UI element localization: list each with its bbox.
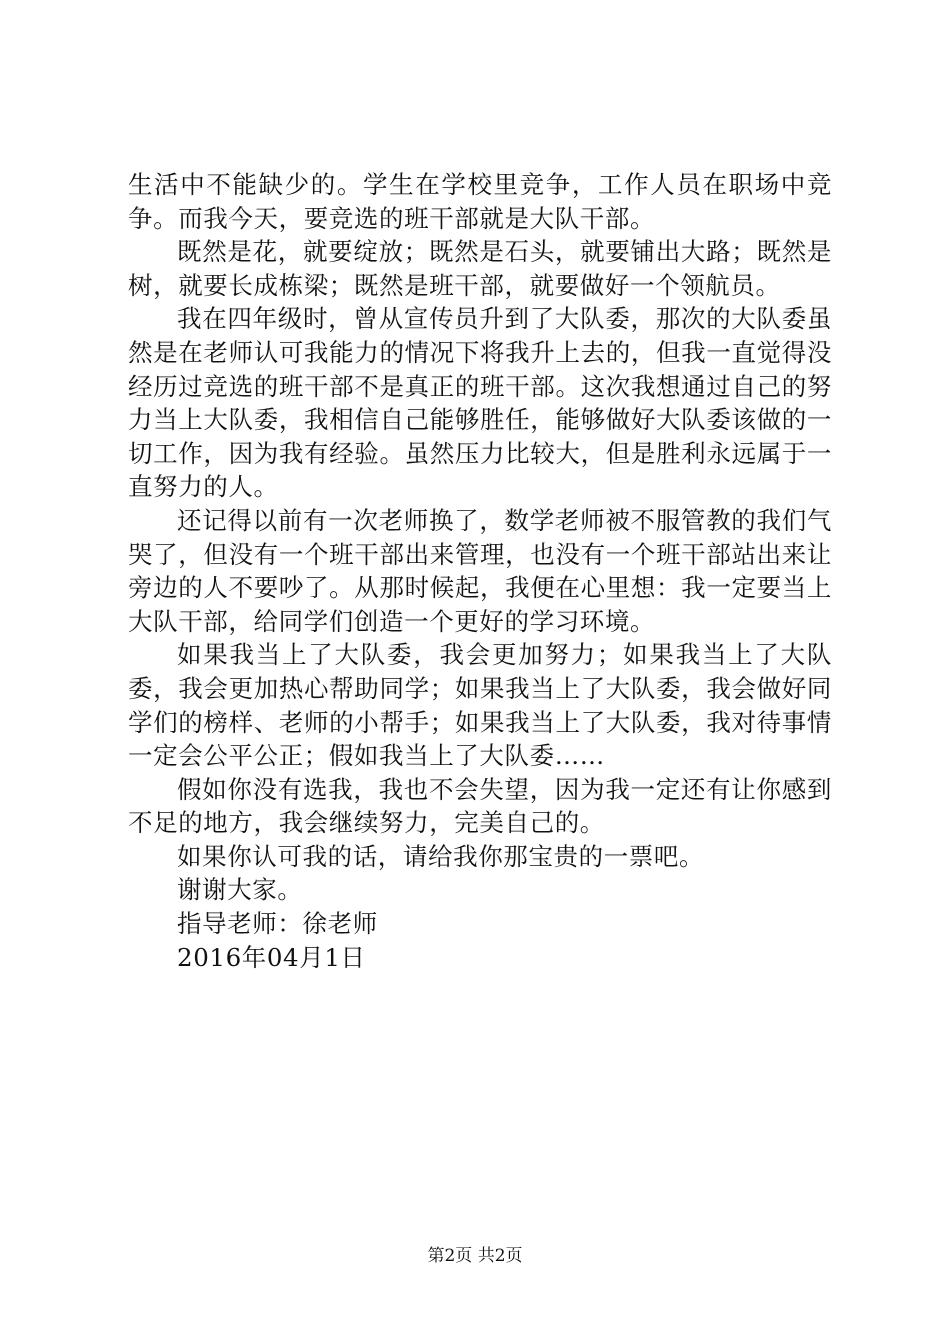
- paragraph-4: 还记得以前有一次老师换了，数学老师被不服管教的我们气哭了，但没有一个班干部出来管理，也没有一个班干部站出来让旁边的人不要吵了。从那时候起，我便在心里想：我一定要当上大队干部，给同学们创造一个更好的学习环境。: [128, 505, 832, 636]
- closing-request: 如果你认可我的话，请给我你那宝贵的一票吧。: [177, 841, 705, 871]
- thanks-line: 谢谢大家。: [177, 875, 303, 905]
- paragraph-1: 生活中不能缺少的。学生在学校里竞争，工作人员在职场中竞争。而我今天，要竞选的班干部就是大队干部。: [128, 170, 832, 233]
- date-line: 2016年04月1日: [177, 942, 366, 972]
- page-footer: [0, 1245, 950, 1267]
- paragraph-5: 如果我当上了大队委，我会更加努力；如果我当上了大队委，我会更加热心帮助同学；如果我当上了大队委，我会做好同学们的榜样、老师的小帮手；如果我当上了大队委，我对待事情一定会公平公正；假如我当上了大队委……: [128, 640, 832, 771]
- page-number: 第2页 共2页: [427, 1246, 523, 1266]
- paragraph-6: 假如你没有选我，我也不会失望，因为我一定还有让你感到不足的地方，我会继续努力，完美自己的。: [128, 774, 832, 838]
- paragraph-3: 我在四年级时，曾从宣传员升到了大队委，那次的大队委虽然是在老师认可我能力的情况下将我升上去的，但我一直觉得没经历过竞选的班干部不是真正的班干部。这次我想通过自己的努力当上大队委，我相信自己能够胜任，能够做好大队委该做的一切工作，因为我有经验。虽然压力比较大，但是胜利永远属于一直努力的人。: [128, 304, 832, 502]
- paragraph-2: 既然是花，就要绽放；既然是石头，就要铺出大路；既然是树，就要长成栋梁；既然是班干部，就要做好一个领航员。: [128, 237, 832, 300]
- document-body: [128, 168, 832, 974]
- advisor-line: 指导老师：徐老师: [177, 909, 378, 939]
